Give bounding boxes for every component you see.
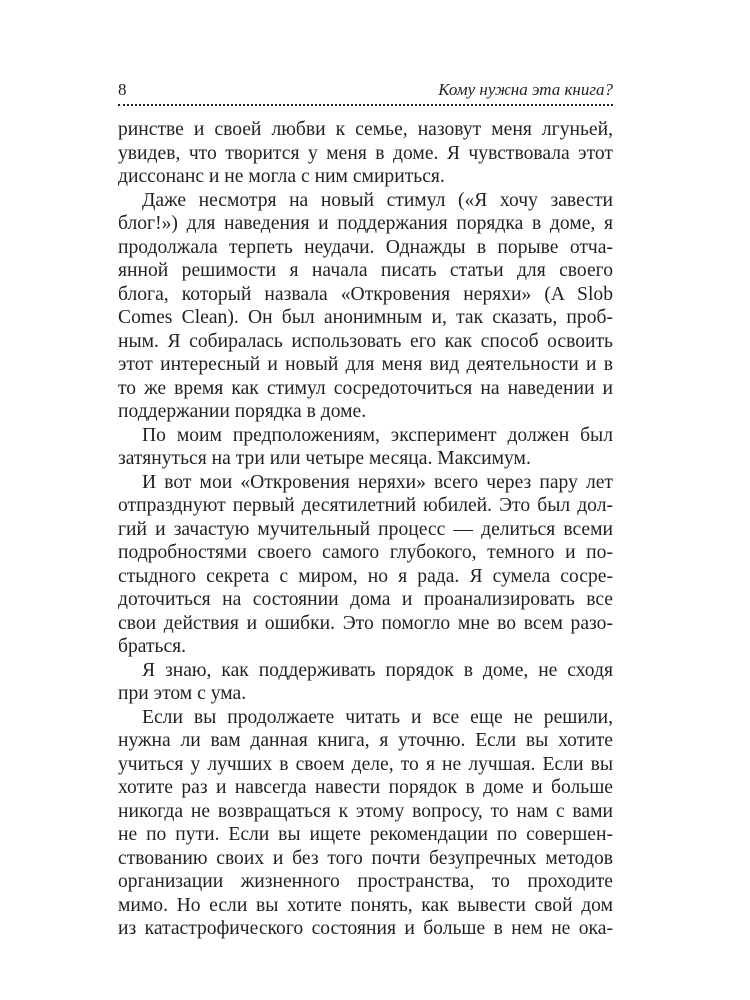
text-line: этот интересный и новый для меня вид деятельности и в — [118, 354, 613, 375]
text-line: затянуться на три или четыре месяца. Максимум. — [118, 448, 531, 469]
text-line: никогда не возвращаться к этому вопросу, то нам с вами — [118, 800, 613, 822]
text-line: диссонанс и не могла с ним смириться. — [118, 166, 445, 187]
text-line: Comes Clean). Он был анонимным и, так сказать, проб- — [118, 307, 613, 328]
text-line: продолжала терпеть неудачи. Однажды в порыве отча- — [118, 236, 613, 258]
text-line: По моим предположениям, эксперимент должен был — [142, 424, 613, 446]
text-line: подробностями своего самого глубокого, темного и по- — [118, 542, 613, 563]
text-line: Я знаю, как поддерживать порядок в доме, не сходя — [142, 659, 613, 681]
text-line: ным. Я собиралась использовать его как способ освоить — [118, 330, 613, 352]
text-line: нужна ли вам данная книга, я уточню. Если вы хотите — [118, 730, 613, 751]
text-line: мимо. Но если вы хотите понять, как вывести свой дом — [118, 894, 613, 916]
text-line: ринстве и своей любви к семье, назовут меня лгуньей, — [118, 119, 613, 140]
text-line: стыдного секрета с миром, но я рада. Я сумела сосре- — [118, 565, 613, 587]
page-number: 8 — [118, 80, 127, 99]
running-title: Кому нужна эта книга? — [438, 80, 613, 99]
text-line: блога, который назвала «Откровения неряхи» (A Slob — [118, 283, 613, 305]
text-line: Если вы продолжаете читать и все еще не решили, — [142, 706, 613, 728]
text-line: Даже несмотря на новый стимул («Я хочу завести — [142, 189, 613, 211]
body-text — [118, 118, 613, 941]
paragraph — [118, 471, 613, 659]
text-line: из катастрофического состояния и больше в нем не ока- — [118, 918, 613, 939]
text-line: янной решимости я начала писать статьи для своего — [118, 260, 613, 281]
text-line: ствованию своих и без того почти безупречных методов — [118, 847, 613, 869]
text-line: поддержании порядка в доме. — [118, 401, 367, 422]
text-line: то же время как стимул сосредоточиться на наведении и — [118, 377, 613, 399]
text-line: гий и зачастую мучительный процесс — делиться всеми — [118, 518, 613, 540]
paragraph — [118, 706, 613, 941]
text-line: увидев, что творится у меня в доме. Я чувствовала этот — [118, 142, 613, 164]
header-dotted-rule — [118, 104, 613, 106]
text-line: блог!») для наведения и поддержания порядка в доме, я — [118, 213, 613, 234]
running-head — [118, 78, 613, 102]
text-line: организации жизненного пространства, то проходите — [118, 871, 613, 892]
paragraph — [118, 118, 613, 189]
text-line: учиться у лучших в своем деле, то я не лучшая. Если вы — [118, 753, 613, 775]
paragraph — [118, 659, 613, 706]
text-line: хотите раз и навсегда навести порядок в доме и больше — [118, 777, 613, 798]
text-line: И вот мои «Откровения неряхи» всего через пару лет — [142, 471, 613, 493]
text-line: отпразднуют первый десятилетний юбилей. Это был дол- — [118, 495, 613, 516]
text-line: свои действия и ошибки. Это помогло мне во всем разо- — [118, 612, 613, 634]
paragraph — [118, 189, 613, 424]
text-line: браться. — [118, 636, 187, 657]
paragraph — [118, 424, 613, 471]
text-line: при этом с ума. — [118, 683, 247, 704]
text-line: доточиться на состоянии дома и проанализировать все — [118, 589, 613, 610]
text-line: не по пути. Если вы ищете рекомендации по совершен- — [118, 824, 613, 845]
